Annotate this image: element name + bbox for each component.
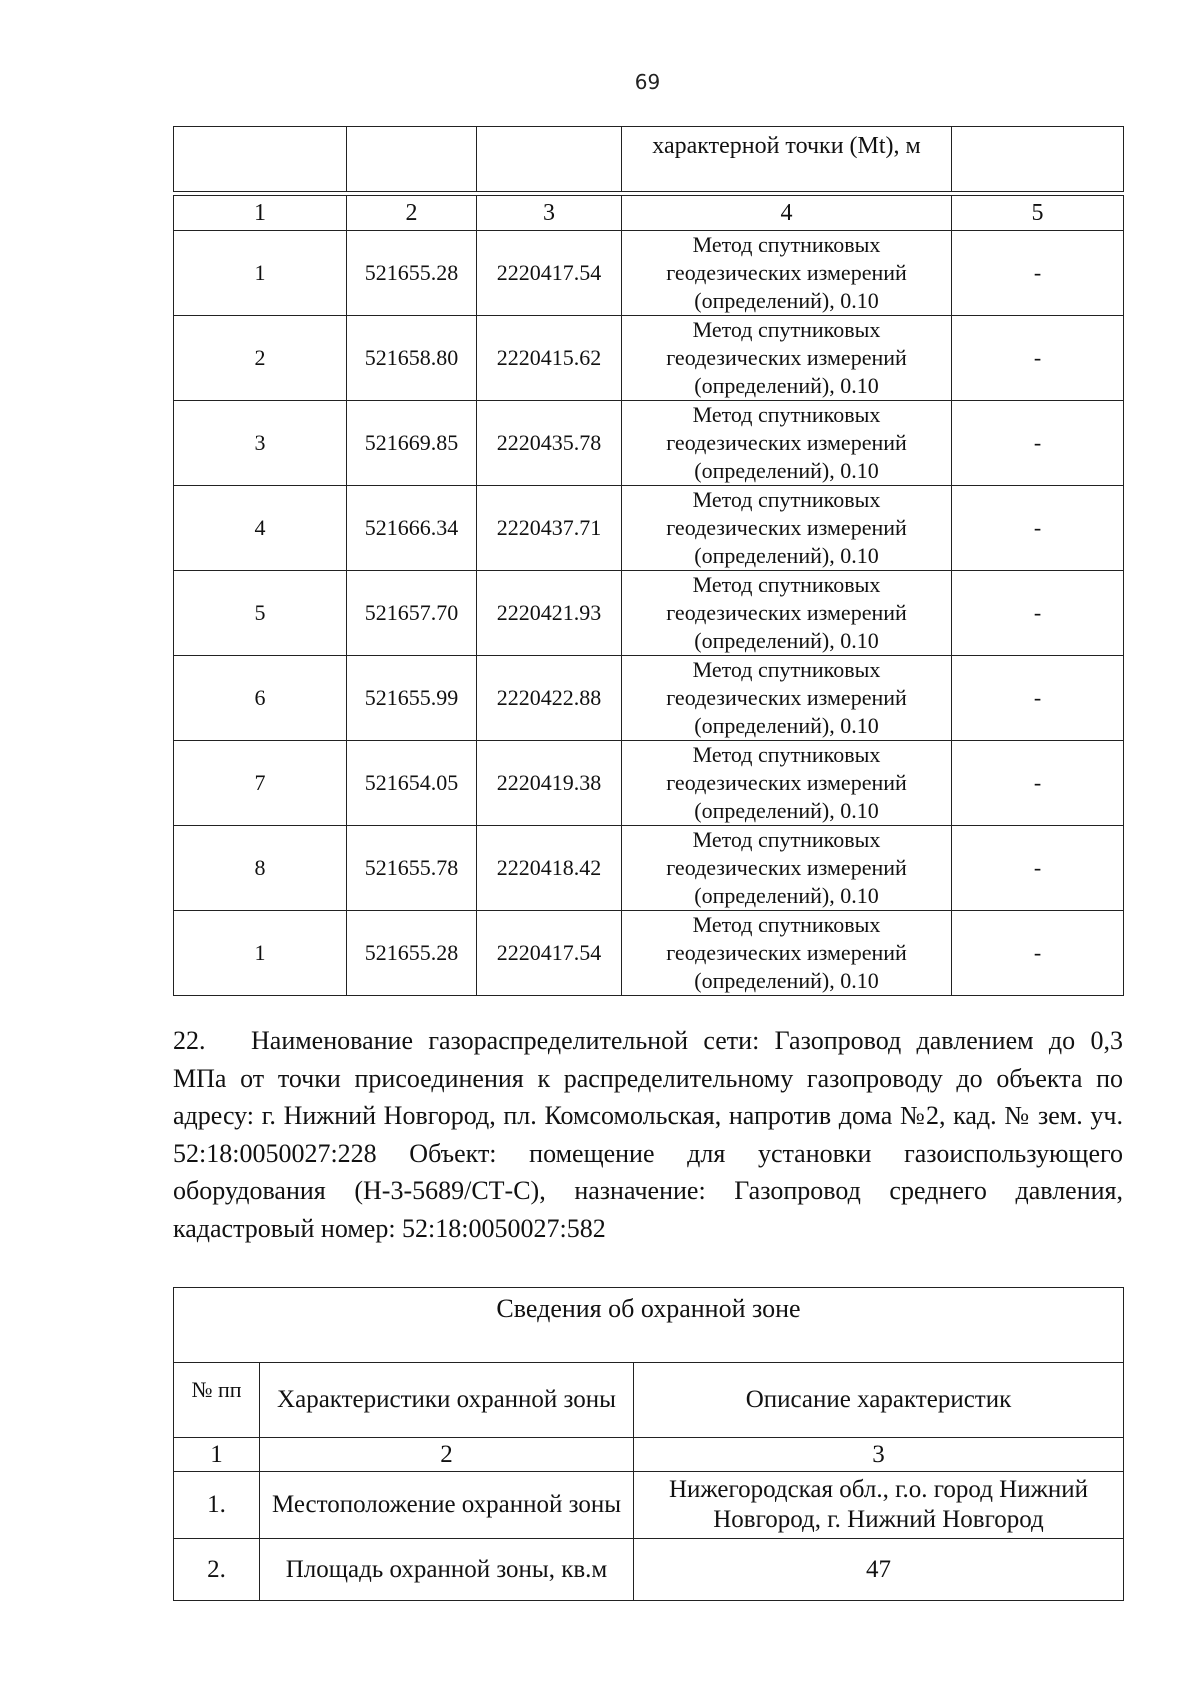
row-number: 1.: [174, 1472, 260, 1539]
point-number: 1: [174, 911, 347, 996]
method-line: геодезических измерений: [666, 515, 907, 540]
column-number: 3: [477, 196, 622, 231]
row-note: -: [952, 656, 1124, 741]
method-line: Метод спутниковых: [692, 657, 881, 682]
row-note: -: [952, 741, 1124, 826]
row-characteristic: Местоположение охранной зоны: [260, 1472, 634, 1539]
method-line: (определений), 0.10: [694, 628, 879, 653]
method-line: Метод спутниковых: [692, 827, 881, 852]
coordinate-y: 2220418.42: [477, 826, 622, 911]
method-line: геодезических измерений: [666, 940, 907, 965]
row-description: 47: [634, 1539, 1124, 1601]
point-number: 2: [174, 316, 347, 401]
point-number: 8: [174, 826, 347, 911]
point-number: 3: [174, 401, 347, 486]
coordinate-rows: [174, 231, 1124, 996]
point-number: 5: [174, 571, 347, 656]
method-line: Метод спутниковых: [692, 742, 881, 767]
coordinate-y: 2220437.71: [477, 486, 622, 571]
method-line: (определений), 0.10: [694, 288, 879, 313]
method-line: геодезических измерений: [666, 855, 907, 880]
method-line: Метод спутниковых: [692, 572, 881, 597]
coordinate-x: 521669.85: [347, 401, 477, 486]
coordinate-y: 2220435.78: [477, 401, 622, 486]
header-accuracy: характерной точки (Mt), м: [622, 127, 952, 192]
method-line: (определений), 0.10: [694, 798, 879, 823]
table-row: [174, 486, 1124, 571]
row-note: -: [952, 826, 1124, 911]
method-line: (определений), 0.10: [694, 543, 879, 568]
column-number: 1: [174, 1438, 260, 1472]
paragraph-text: Наименование газораспределительной сети: Газопровод давлением до 0,3 МПа от точки присоединения к распределительному газопроводу до объекта по адресу: г. Нижний Новгород, пл. Комсомольская, напротив дома №2, кад. № зем. уч. 52:18:0050027:228 Объект: помещение для установки газоиспользующего оборудования (Н-3-5689/СТ-С), назначение: Газопровод среднего давления, кадастровый номер: 52:18:0050027:582: [173, 1026, 1123, 1243]
table-row: [174, 911, 1124, 996]
coordinate-y: 2220415.62: [477, 316, 622, 401]
coordinate-table: [173, 126, 1124, 996]
measurement-method: [622, 571, 952, 656]
method-line: Метод спутниковых: [692, 317, 881, 342]
table-row: [174, 401, 1124, 486]
measurement-method: [622, 656, 952, 741]
coordinate-y: 2220421.93: [477, 571, 622, 656]
protection-zone-table: [173, 1287, 1124, 1601]
method-line: (определений), 0.10: [694, 883, 879, 908]
header-characteristics: Характеристики охранной зоны: [260, 1363, 634, 1438]
column-number-row: [174, 196, 1124, 231]
table-row: [174, 741, 1124, 826]
coordinate-x: 521658.80: [347, 316, 477, 401]
row-characteristic: Площадь охранной зоны, кв.м: [260, 1539, 634, 1601]
coordinate-x: 521655.28: [347, 231, 477, 316]
table-header-row: [174, 127, 1124, 192]
method-line: Метод спутниковых: [692, 487, 881, 512]
coordinate-x: 521655.99: [347, 656, 477, 741]
table-row: [174, 1539, 1124, 1601]
method-line: (определений), 0.10: [694, 373, 879, 398]
row-note: -: [952, 316, 1124, 401]
method-line: геодезических измерений: [666, 430, 907, 455]
zone-column-number-row: [174, 1438, 1124, 1472]
paragraph-22: [173, 1022, 1123, 1247]
paragraph-number: 22.: [173, 1026, 206, 1055]
method-line: (определений), 0.10: [694, 458, 879, 483]
method-line: геодезических измерений: [666, 770, 907, 795]
measurement-method: [622, 231, 952, 316]
method-line: геодезических измерений: [666, 685, 907, 710]
method-line: Метод спутниковых: [692, 402, 881, 427]
row-note: -: [952, 571, 1124, 656]
measurement-method: [622, 316, 952, 401]
coordinate-x: 521655.78: [347, 826, 477, 911]
table-row: [174, 656, 1124, 741]
point-number: 4: [174, 486, 347, 571]
table-row: [174, 316, 1124, 401]
row-description: Нижегородская обл., г.о. город Нижний Новгород, г. Нижний Новгород: [634, 1472, 1124, 1539]
column-number: 3: [634, 1438, 1124, 1472]
coordinate-x: 521655.28: [347, 911, 477, 996]
zone-table-header-row: [174, 1363, 1124, 1438]
column-number: 2: [347, 196, 477, 231]
page-number: 69: [634, 70, 661, 94]
row-note: -: [952, 486, 1124, 571]
column-number: 2: [260, 1438, 634, 1472]
zone-table-title: Сведения об охранной зоне: [174, 1288, 1124, 1363]
coordinate-y: 2220417.54: [477, 911, 622, 996]
method-line: Метод спутниковых: [692, 232, 881, 257]
row-number: 2.: [174, 1539, 260, 1601]
point-number: 7: [174, 741, 347, 826]
measurement-method: [622, 826, 952, 911]
header-description: Описание характеристик: [634, 1363, 1124, 1438]
method-line: геодезических измерений: [666, 260, 907, 285]
method-line: геодезических измерений: [666, 600, 907, 625]
point-number: 6: [174, 656, 347, 741]
measurement-method: [622, 401, 952, 486]
measurement-method: [622, 741, 952, 826]
coordinate-y: 2220422.88: [477, 656, 622, 741]
coordinate-y: 2220417.54: [477, 231, 622, 316]
measurement-method: [622, 486, 952, 571]
table-row: [174, 1472, 1124, 1539]
header-number: № пп: [174, 1363, 260, 1438]
column-number: 1: [174, 196, 347, 231]
column-number: 4: [622, 196, 952, 231]
row-note: -: [952, 231, 1124, 316]
coordinate-y: 2220419.38: [477, 741, 622, 826]
point-number: 1: [174, 231, 347, 316]
table-row: [174, 826, 1124, 911]
table-row: [174, 231, 1124, 316]
method-line: (определений), 0.10: [694, 968, 879, 993]
method-line: Метод спутниковых: [692, 912, 881, 937]
table-row: [174, 571, 1124, 656]
row-note: -: [952, 401, 1124, 486]
coordinate-x: 521654.05: [347, 741, 477, 826]
method-line: геодезических измерений: [666, 345, 907, 370]
column-number: 5: [952, 196, 1124, 231]
method-line: (определений), 0.10: [694, 713, 879, 738]
coordinate-x: 521657.70: [347, 571, 477, 656]
row-note: -: [952, 911, 1124, 996]
measurement-method: [622, 911, 952, 996]
coordinate-x: 521666.34: [347, 486, 477, 571]
